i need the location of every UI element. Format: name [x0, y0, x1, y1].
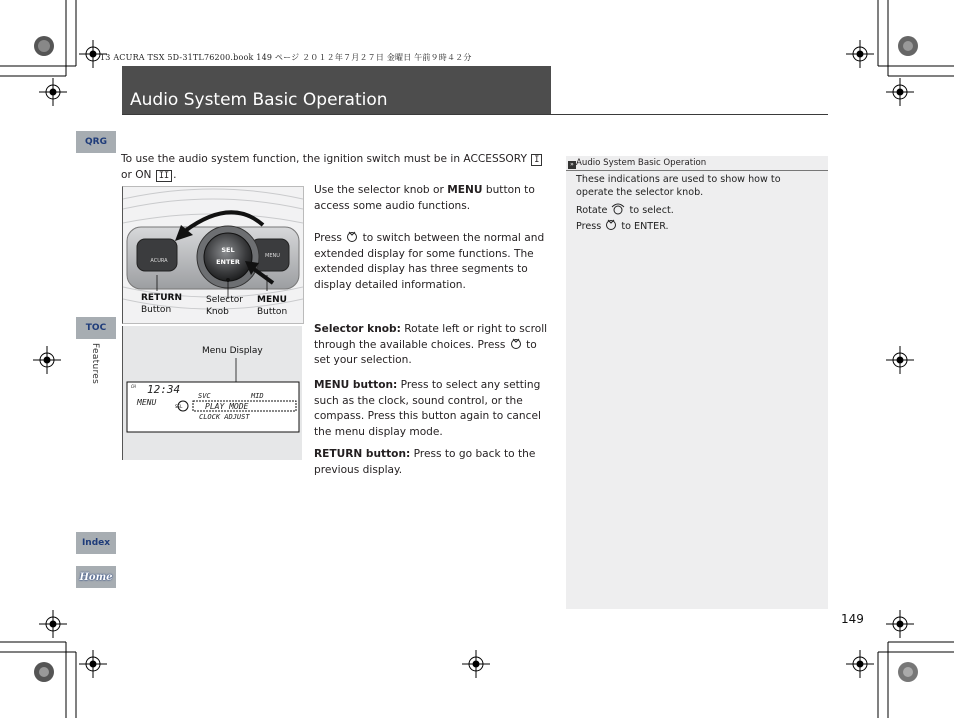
intro-text: To use the audio system function, the ignition switch must be in ACCESSORY [121, 153, 527, 165]
p2-post: to switch between the normal and extended display for some functions. The extended display has three segments to display detailed information. [314, 232, 545, 291]
note-press-pre: Press [576, 221, 602, 232]
index-button[interactable]: Index [76, 532, 116, 554]
knob-enter-text: ENTER [216, 258, 240, 266]
menu-button-text: Press to select any setting such as the clock, sound control, or the compass. Press this button again to cancel the menu display mode. [314, 379, 541, 438]
note-line1: These indications are used to show how to operate the selector knob. [576, 174, 781, 198]
return-button-text: Press to go back to the previous display. [314, 448, 536, 476]
return-callout-label: RETURN [141, 293, 182, 303]
toc-button[interactable]: TOC [76, 317, 116, 339]
note-press-post: to ENTER. [621, 221, 669, 232]
p1-pre: Use the selector knob or [314, 184, 444, 196]
note-arrow-icon: » [568, 161, 576, 169]
knob-sel-text: SEL [221, 246, 235, 254]
menu-display-callout: Menu Display [202, 346, 263, 356]
display-mid: MID [251, 392, 264, 400]
return-button-graphic [137, 239, 177, 271]
home-button[interactable]: Home [76, 566, 116, 588]
rotate-knob-icon [611, 203, 625, 215]
press-knob-icon [510, 338, 522, 350]
return-callout [141, 292, 182, 316]
svg-text:CH: CH [131, 384, 136, 389]
file-header: 13 ACURA TSX 5D-31TL76200.book 149 ページ ２０１２年７月２７日 金曜日 午前９時４２分 [100, 53, 472, 62]
selector-callout-line2: Knob [206, 307, 229, 317]
menu-button-paragraph [314, 378, 554, 440]
accessory-key: I [531, 154, 542, 166]
side-note-header [566, 156, 828, 171]
svg-text:MENU: MENU [265, 253, 280, 259]
extended-display-paragraph [314, 231, 554, 293]
p1-menu: MENU [447, 184, 483, 196]
on-key: II [156, 170, 172, 182]
title-rule [122, 114, 828, 115]
selector-knob-graphic [204, 233, 252, 281]
note-rotate [576, 203, 816, 218]
qrg-button[interactable]: QRG [76, 131, 116, 153]
selector-knob-label: Selector knob: [314, 323, 401, 335]
selector-knob-paragraph [314, 322, 554, 369]
selector-pre: Rotate left or right to scroll through the available choices. Press [314, 323, 548, 351]
svg-text:ACURA: ACURA [150, 258, 168, 264]
audio-controls-figure [122, 186, 304, 324]
intro-or: or [121, 168, 132, 181]
selector-callout-line1: Selector [206, 295, 243, 305]
selector-post: to set your selection. [314, 338, 537, 367]
display-svc: SVC [198, 392, 211, 400]
return-callout-sub: Button [141, 305, 172, 315]
p1-post: button to access some audio functions. [314, 184, 535, 212]
return-button-paragraph [314, 447, 554, 478]
menu-button-label: MENU button: [314, 379, 398, 391]
display-clock-adjust: CLOCK ADJUST [199, 413, 250, 421]
menu-callout-label: MENU [257, 295, 287, 305]
intro-on: ON [135, 168, 152, 181]
page-number: 149 [841, 612, 864, 626]
note-header-text: Audio System Basic Operation [576, 158, 707, 168]
section-label: Features [90, 343, 100, 385]
press-knob-icon [605, 219, 617, 231]
svg-text:SEL: SEL [175, 404, 183, 409]
selector-callout [206, 294, 243, 318]
display-clock: 12:34 [147, 383, 181, 396]
note-rotate-pre: Rotate [576, 205, 608, 216]
page-title: Audio System Basic Operation [130, 90, 388, 110]
intro-selector-paragraph [314, 183, 554, 214]
menu-callout [257, 294, 287, 318]
menu-display-figure [122, 326, 302, 460]
p2-pre: Press [314, 232, 342, 244]
note-rotate-post: to select. [629, 205, 674, 216]
display-play-mode: PLAY MODE [205, 402, 249, 411]
return-button-label: RETURN button: [314, 448, 411, 460]
press-knob-icon [346, 231, 358, 243]
display-menu: MENU [137, 398, 157, 407]
note-press [576, 219, 816, 234]
intro-end: . [173, 168, 177, 181]
intro-paragraph [121, 152, 553, 183]
menu-display-illustration [123, 326, 302, 460]
menu-callout-sub: Button [257, 307, 288, 317]
